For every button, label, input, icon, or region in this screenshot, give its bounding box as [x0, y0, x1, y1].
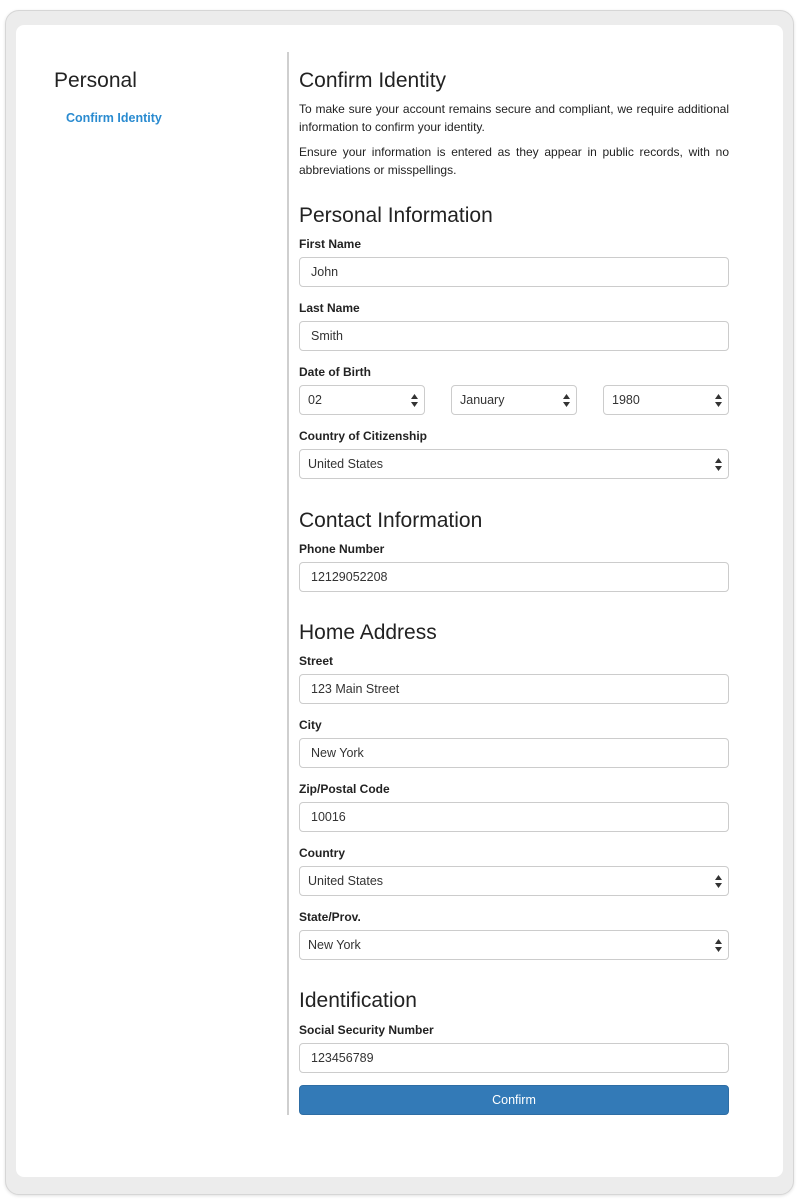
state-value: New York: [308, 938, 361, 952]
citizenship-label: Country of Citizenship: [299, 429, 427, 443]
street-input[interactable]: [299, 674, 729, 704]
personal-information-heading: Personal Information: [299, 204, 493, 227]
intro-paragraph: To make sure your account remains secure and compliant, we require additional information to confirm your identity.: [299, 102, 729, 134]
select-arrows-icon: [563, 394, 570, 407]
dob-day-value: 02: [308, 393, 322, 407]
contact-information-heading: Contact Information: [299, 509, 483, 532]
zip-input[interactable]: [299, 802, 729, 832]
dob-year-select[interactable]: [603, 385, 729, 415]
main-card: [16, 25, 783, 1177]
country-select[interactable]: [299, 866, 729, 896]
dob-month-select[interactable]: [451, 385, 577, 415]
confirm-button[interactable]: Confirm: [299, 1085, 729, 1115]
zip-label: Zip/Postal Code: [299, 782, 390, 796]
state-label: State/Prov.: [299, 910, 361, 924]
ssn-label: Social Security Number: [299, 1023, 434, 1037]
sidebar-item-confirm-identity[interactable]: Confirm Identity: [66, 111, 162, 125]
select-arrows-icon: [411, 394, 418, 407]
first-name-input[interactable]: [299, 257, 729, 287]
dob-year-value: 1980: [612, 393, 640, 407]
last-name-input[interactable]: [299, 321, 729, 351]
state-select[interactable]: [299, 930, 729, 960]
ssn-input[interactable]: [299, 1043, 729, 1073]
page-title: Confirm Identity: [299, 69, 447, 92]
city-input[interactable]: [299, 738, 729, 768]
instructions-paragraph: Ensure your information is entered as they appear in public records, with no abbreviations or misspellings.: [299, 145, 729, 177]
city-label: City: [299, 718, 322, 732]
phone-number-input[interactable]: [299, 562, 729, 592]
citizenship-select[interactable]: [299, 449, 729, 479]
select-arrows-icon: [715, 875, 722, 888]
last-name-label: Last Name: [299, 301, 360, 315]
dob-month-value: January: [460, 393, 505, 407]
date-of-birth-label: Date of Birth: [299, 365, 371, 379]
street-label: Street: [299, 654, 334, 668]
select-arrows-icon: [715, 458, 722, 471]
home-address-heading: Home Address: [299, 621, 437, 644]
sidebar-title: Personal: [54, 69, 137, 92]
dob-day-select[interactable]: [299, 385, 425, 415]
citizenship-value: United States: [308, 457, 384, 471]
identification-heading: Identification: [299, 989, 417, 1012]
country-label: Country: [299, 846, 345, 860]
select-arrows-icon: [715, 394, 722, 407]
phone-number-label: Phone Number: [299, 542, 385, 556]
sidebar-divider: [287, 52, 289, 1115]
country-value: United States: [308, 874, 384, 888]
first-name-label: First Name: [299, 237, 362, 251]
select-arrows-icon: [715, 939, 722, 952]
